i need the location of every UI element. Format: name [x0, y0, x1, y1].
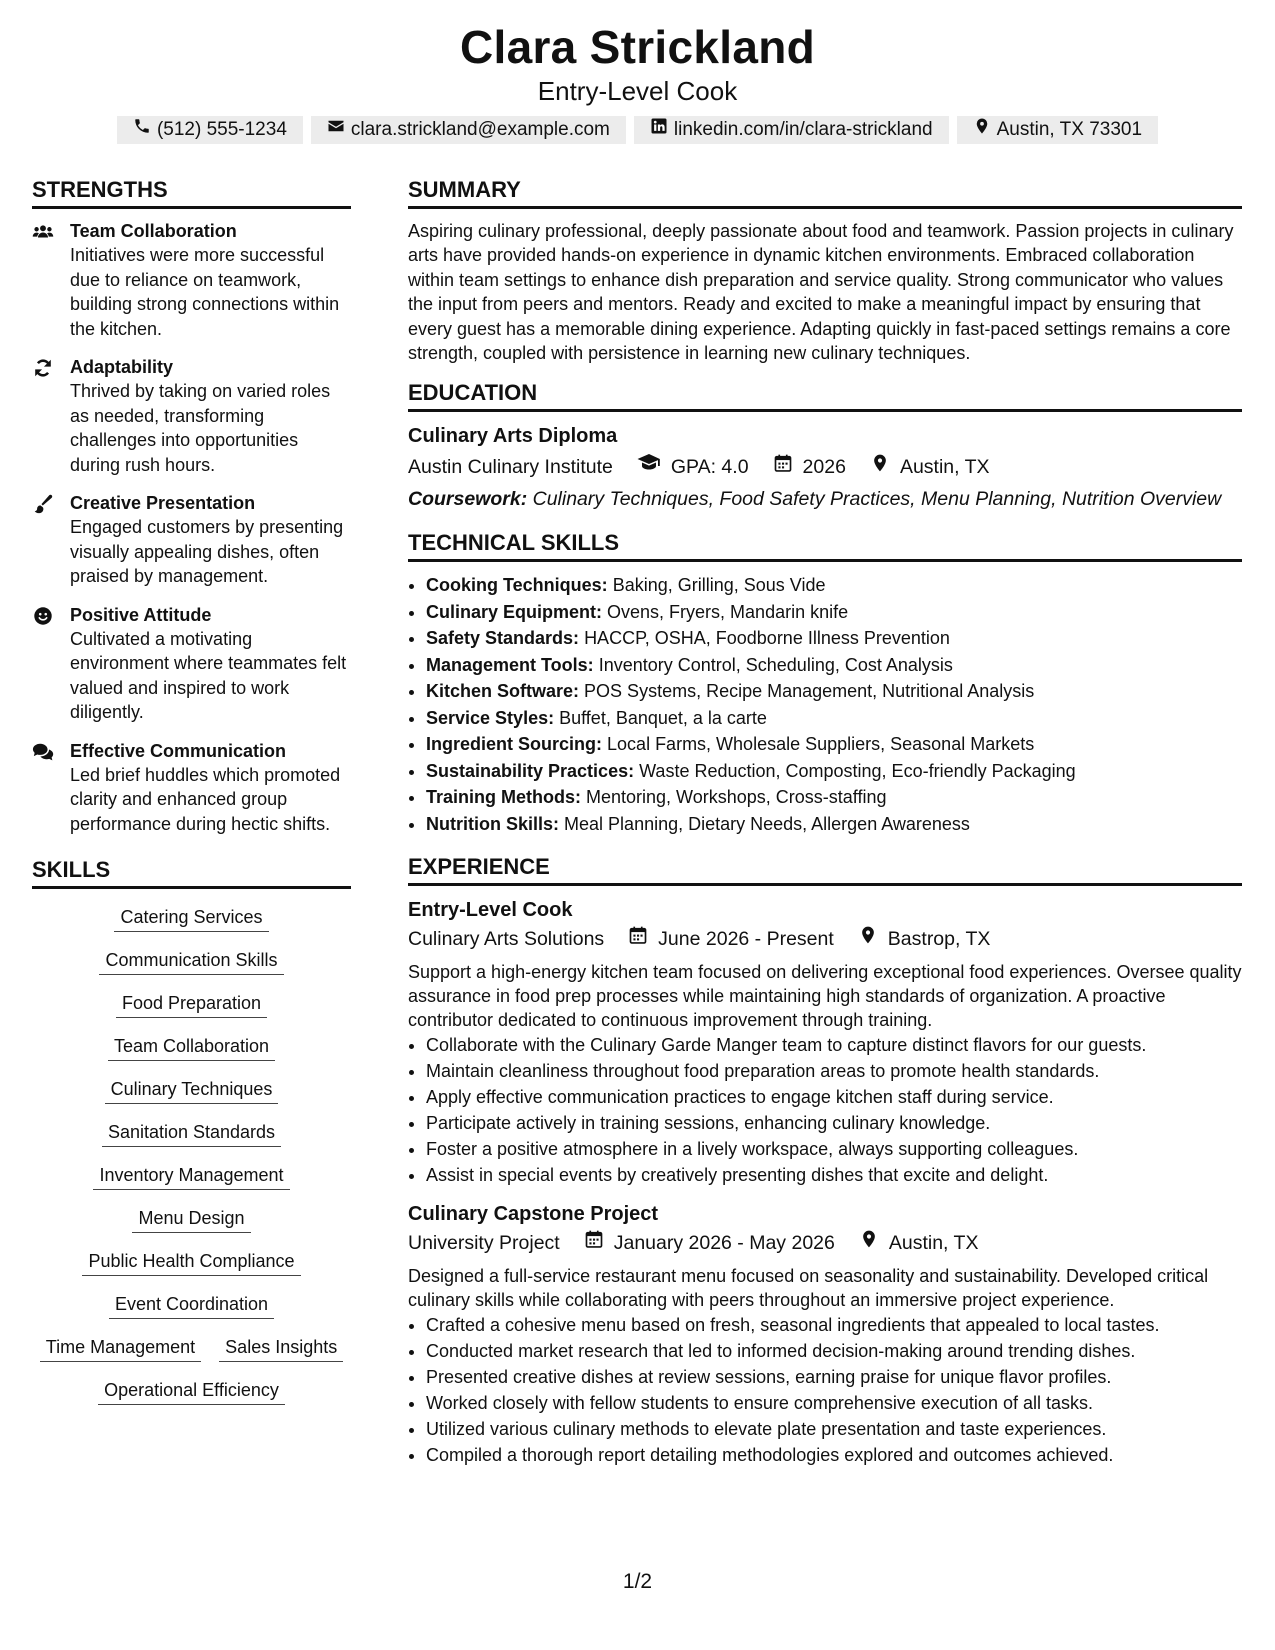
technical-skill-label: Sustainability Practices: — [426, 760, 635, 781]
skill-tag: Communication Skills — [99, 948, 283, 975]
skill-tag: Culinary Techniques — [105, 1077, 279, 1104]
contact-text: Austin, TX 73301 — [996, 119, 1143, 140]
skill-row — [32, 1335, 351, 1362]
skill-row — [32, 1120, 351, 1147]
experience-heading: EXPERIENCE — [408, 853, 1242, 886]
job-bullet: • Crafted a cohesive menu based on fresh, seasonal ingredients that appealed to local tastes. — [426, 1312, 1242, 1338]
job-bullet: • Presented creative dishes at review sessions, earning praise for unique flavor profiles. — [426, 1364, 1242, 1390]
envelope-icon — [327, 116, 345, 144]
skill-tag: Sales Insights — [219, 1335, 343, 1362]
map-pin-icon — [870, 452, 890, 482]
job-entry — [408, 1200, 1242, 1468]
skill-tag: Time Management — [40, 1335, 201, 1362]
technical-skills-list — [408, 572, 1242, 837]
job-meta — [408, 1228, 1242, 1258]
strength-item — [32, 219, 351, 341]
contact-text: clara.strickland@example.com — [350, 119, 610, 140]
job-bullet: • Conducted market research that led to informed decision-making around trending dishes. — [426, 1338, 1242, 1364]
skill-tag: Operational Efficiency — [98, 1378, 285, 1405]
calendar-icon — [773, 452, 793, 482]
linkedin-icon — [650, 116, 668, 144]
technical-skill-value: Mentoring, Workshops, Cross-staffing — [586, 787, 887, 808]
gpa: GPA: 4.0 — [670, 455, 749, 478]
company-name: University Project — [408, 1232, 560, 1255]
technical-skills-heading: TECHNICAL SKILLS — [408, 529, 1242, 562]
job-bullet: • Maintain cleanliness throughout food preparation areas to promote health standards. — [426, 1058, 1242, 1084]
skill-tag: Team Collaboration — [108, 1034, 275, 1061]
strength-desc: Initiatives were more successful due to reliance on teamwork, building strong connections within the kitchen. — [70, 245, 340, 339]
graduation-cap-icon — [637, 450, 661, 483]
skill-row — [32, 1378, 351, 1405]
left-column — [32, 176, 351, 1421]
strength-title: Effective Communication — [70, 740, 287, 761]
coursework — [408, 487, 1242, 511]
technical-skill-label: Training Methods: — [426, 787, 581, 808]
smile-icon — [32, 603, 70, 725]
technical-skill-item — [426, 652, 1242, 679]
refresh-icon — [32, 355, 70, 477]
technical-skill-item — [426, 731, 1242, 758]
strength-title: Team Collaboration — [70, 221, 237, 241]
summary-text: Aspiring culinary professional, deeply passionate about food and teamwork. Passion projects in culinary arts have provided hands-on experience in dynamic kitchen environments. Embraced collaboration within team settings to enhance dish preparation and service quality. Strong communicator who values the input from peers and mentors. Ready and excited to make a meaningful impact by ensuring that every guest has a memorable dining experience. Adapting quickly in fast-paced settings remains a core strength, coupled with persistence in learning new culinary techniques. — [408, 221, 1234, 364]
skill-tag: Inventory Management — [93, 1163, 289, 1190]
strength-desc: Led brief huddles which promoted clarity and enhanced group performance during hectic shifts. — [70, 764, 341, 834]
technical-skill-label: Service Styles: — [426, 707, 555, 728]
skills-list — [32, 899, 351, 1405]
technical-skill-label: Safety Standards: — [426, 628, 580, 649]
education-heading: EDUCATION — [408, 379, 1242, 412]
strength-item — [32, 739, 351, 837]
skills-heading: SKILLS — [32, 856, 351, 889]
technical-skill-item — [426, 758, 1242, 785]
skill-row — [32, 991, 351, 1018]
job-entry — [408, 896, 1242, 1188]
technical-skill-item — [426, 811, 1242, 838]
school-name: Austin Culinary Institute — [408, 455, 613, 478]
education-location: Austin, TX — [899, 455, 990, 478]
job-meta — [408, 924, 1242, 954]
strength-title: Creative Presentation — [70, 493, 256, 513]
job-description: Designed a full-service restaurant menu focused on seasonality and sustainability. Developed critical culinary skills while collaborating with peers throughout an immersive project experience. — [408, 1266, 1209, 1311]
technical-skill-label: Ingredient Sourcing: — [426, 734, 603, 755]
skill-row — [32, 1206, 351, 1233]
strength-desc: Cultivated a motivating environment where teammates felt valued and inspired to work diligently. — [70, 628, 347, 722]
coursework-label: Coursework: — [408, 488, 528, 511]
paintbrush-icon — [32, 491, 70, 589]
strength-desc: Engaged customers by presenting visually appealing dishes, often praised by management. — [70, 517, 344, 586]
calendar-icon — [628, 924, 648, 954]
map-pin-icon — [858, 924, 878, 954]
candidate-name: Clara Strickland — [459, 21, 816, 73]
education-meta — [408, 450, 1242, 483]
job-bullets — [408, 1032, 1242, 1188]
skill-row — [32, 948, 351, 975]
technical-skill-item — [426, 784, 1242, 811]
contact-text: linkedin.com/in/clara-strickland — [673, 119, 933, 140]
job-bullet: • Collaborate with the Culinary Garde Manger team to capture distinct flavors for our guests. — [426, 1032, 1242, 1058]
contact-email[interactable] — [311, 116, 626, 144]
technical-skill-value: Ovens, Fryers, Mandarin knife — [607, 601, 849, 622]
page-number: 1/2 — [622, 1570, 653, 1593]
contact-text: (512) 555-1234 — [156, 119, 287, 140]
technical-skill-label: Nutrition Skills: — [426, 813, 560, 834]
technical-skill-value: Meal Planning, Dietary Needs, Allergen Awareness — [564, 813, 970, 834]
technical-skill-value: HACCP, OSHA, Foodborne Illness Prevention — [584, 628, 950, 649]
technical-skill-label: Kitchen Software: — [426, 681, 580, 702]
skill-tag: Event Coordination — [109, 1292, 274, 1319]
job-description: Support a high-energy kitchen team focused on delivering exceptional food experiences. Oversee quality assurance in food prep processes while maintaining high standards of organization. A proactive contributor dedicated to continuous improvement through training. — [408, 962, 1242, 1031]
job-bullet: • Worked closely with fellow students to ensure comprehensive execution of all tasks. — [426, 1390, 1242, 1416]
job-location: Austin, TX — [888, 1232, 979, 1255]
calendar-icon — [584, 1228, 604, 1258]
map-pin-icon — [973, 116, 991, 144]
technical-skill-item — [426, 625, 1242, 652]
technical-skill-value: Local Farms, Wholesale Suppliers, Seasonal Markets — [607, 734, 1035, 755]
technical-skill-label: Cooking Techniques: — [426, 575, 608, 596]
skill-tag: Public Health Compliance — [82, 1249, 300, 1276]
skill-tag: Sanitation Standards — [102, 1120, 281, 1147]
company-name: Culinary Arts Solutions — [408, 928, 605, 951]
job-title: Entry-Level Cook — [408, 899, 573, 922]
job-location: Bastrop, TX — [887, 928, 991, 951]
comments-icon — [32, 739, 70, 837]
technical-skill-label: Management Tools: — [426, 654, 594, 675]
technical-skill-value: POS Systems, Recipe Management, Nutritional Analysis — [584, 681, 1035, 702]
job-bullets — [408, 1312, 1242, 1468]
technical-skill-value: Buffet, Banquet, a la carte — [559, 707, 767, 728]
strength-title: Adaptability — [70, 357, 174, 377]
strength-item — [32, 355, 351, 477]
skill-row — [32, 1163, 351, 1190]
resume-header — [0, 0, 1275, 144]
strength-title: Positive Attitude — [70, 604, 212, 625]
technical-skill-item — [426, 572, 1242, 599]
contact-bar — [0, 116, 1275, 144]
technical-skill-value: Inventory Control, Scheduling, Cost Analysis — [598, 654, 953, 675]
map-pin-icon — [859, 1228, 879, 1258]
graduation-year: 2026 — [802, 455, 846, 478]
strength-item — [32, 491, 351, 589]
skill-tag: Food Preparation — [116, 991, 267, 1018]
job-title: Culinary Capstone Project — [408, 1203, 659, 1226]
candidate-role: Entry-Level Cook — [537, 76, 738, 106]
job-dates: January 2026 - May 2026 — [613, 1232, 835, 1255]
skill-row — [32, 1292, 351, 1319]
strength-item — [32, 603, 351, 725]
job-bullet: • Utilized various culinary methods to elevate plate presentation and taste experiences. — [426, 1416, 1242, 1442]
summary-heading: SUMMARY — [408, 176, 1242, 209]
phone-icon — [133, 116, 151, 144]
skill-row — [32, 1077, 351, 1104]
strengths-heading: STRENGTHS — [32, 176, 351, 209]
coursework-list: Culinary Techniques, Food Safety Practices, Menu Planning, Nutrition Overview — [532, 488, 1222, 511]
technical-skill-label: Culinary Equipment: — [426, 601, 603, 622]
job-bullet: • Compiled a thorough report detailing methodologies explored and outcomes achieved. — [426, 1442, 1242, 1468]
degree-title: Culinary Arts Diploma — [408, 425, 618, 448]
job-bullet: • Participate actively in training sessions, enhancing culinary knowledge. — [426, 1110, 1242, 1136]
technical-skill-item — [426, 599, 1242, 626]
contact-linkedin[interactable] — [634, 116, 949, 144]
job-bullet: • Apply effective communication practices to engage kitchen staff during service. — [426, 1084, 1242, 1110]
technical-skill-value: Waste Reduction, Composting, Eco-friendly Packaging — [639, 760, 1076, 781]
right-column — [408, 176, 1242, 1468]
contact-phone[interactable] — [117, 116, 303, 144]
skill-row — [32, 1034, 351, 1061]
skill-row — [32, 905, 351, 932]
contact-location — [957, 116, 1158, 144]
job-bullet: • Assist in special events by creatively presenting dishes that excite and delight. — [426, 1162, 1242, 1188]
technical-skill-item — [426, 678, 1242, 705]
skill-tag: Catering Services — [114, 905, 268, 932]
technical-skill-item — [426, 705, 1242, 732]
users-icon — [32, 219, 70, 341]
job-bullet: • Foster a positive atmosphere in a lively workspace, always supporting colleagues. — [426, 1136, 1242, 1162]
skill-row — [32, 1249, 351, 1276]
skill-tag: Menu Design — [132, 1206, 250, 1233]
job-dates: June 2026 - Present — [658, 928, 834, 951]
strength-desc: Thrived by taking on varied roles as needed, transforming challenges into opportunities during rush hours. — [70, 381, 331, 475]
technical-skill-value: Baking, Grilling, Sous Vide — [612, 575, 826, 596]
